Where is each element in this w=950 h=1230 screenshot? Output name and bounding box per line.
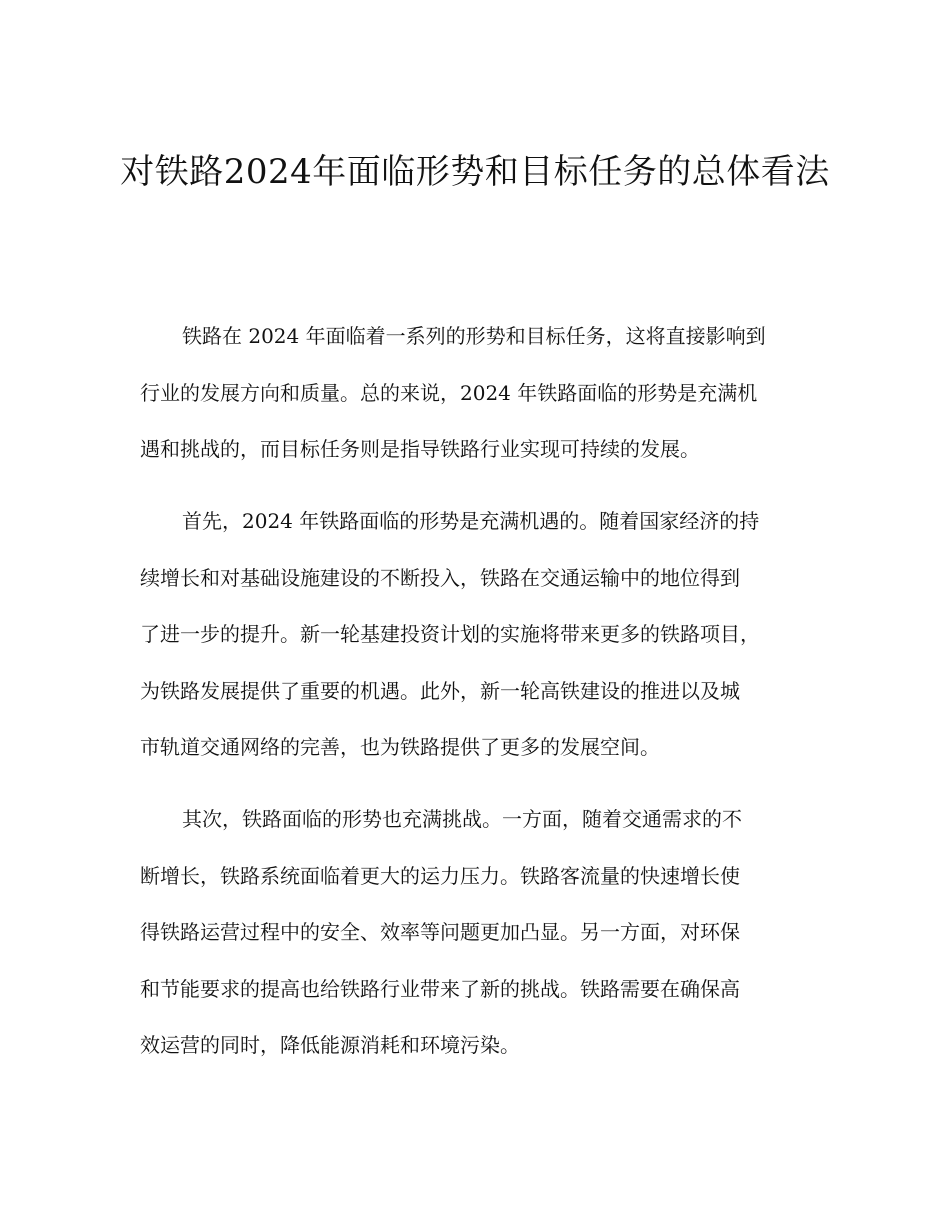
paragraph-2-line-1: 首先，2024 年铁路面临的形势是充满机遇的。随着国家经济的持 [182,509,760,533]
paragraph-1-line-1: 铁路在 2024 年面临着一系列的形势和目标任务，这将直接影响到 [182,324,766,348]
paragraph-3-line-5: 效运营的同时，降低能源消耗和环境污染。 [140,1033,520,1057]
paragraph-3-line-4: 和节能要求的提高也给铁路行业带来了新的挑战。铁路需要在确保高 [140,977,740,1001]
paragraph-2-line-4: 为铁路发展提供了重要的机遇。此外，新一轮高铁建设的推进以及城 [140,679,740,703]
paragraph-2-line-5: 市轨道交通网络的完善，也为铁路提供了更多的发展空间。 [140,735,660,759]
paragraph-1-line-3: 遇和挑战的，而目标任务则是指导铁路行业实现可持续的发展。 [140,437,700,461]
paragraph-1-line-2: 行业的发展方向和质量。总的来说，2024 年铁路面临的形势是充满机 [140,381,758,405]
paragraph-3-line-3: 得铁路运营过程中的安全、效率等问题更加凸显。另一方面，对环保 [140,920,740,944]
paragraph-3-line-1: 其次，铁路面临的形势也充满挑战。一方面，随着交通需求的不 [182,807,742,831]
paragraph-3-line-2: 断增长，铁路系统面临着更大的运力压力。铁路客流量的快速增长使 [140,864,740,888]
paragraph-2-line-2: 续增长和对基础设施建设的不断投入，铁路在交通运输中的地位得到 [140,566,740,590]
document-title: 对铁路2024年面临形势和目标任务的总体看法 [120,152,830,192]
paragraph-2-line-3: 了进一步的提升。新一轮基建投资计划的实施将带来更多的铁路项目， [140,622,760,646]
